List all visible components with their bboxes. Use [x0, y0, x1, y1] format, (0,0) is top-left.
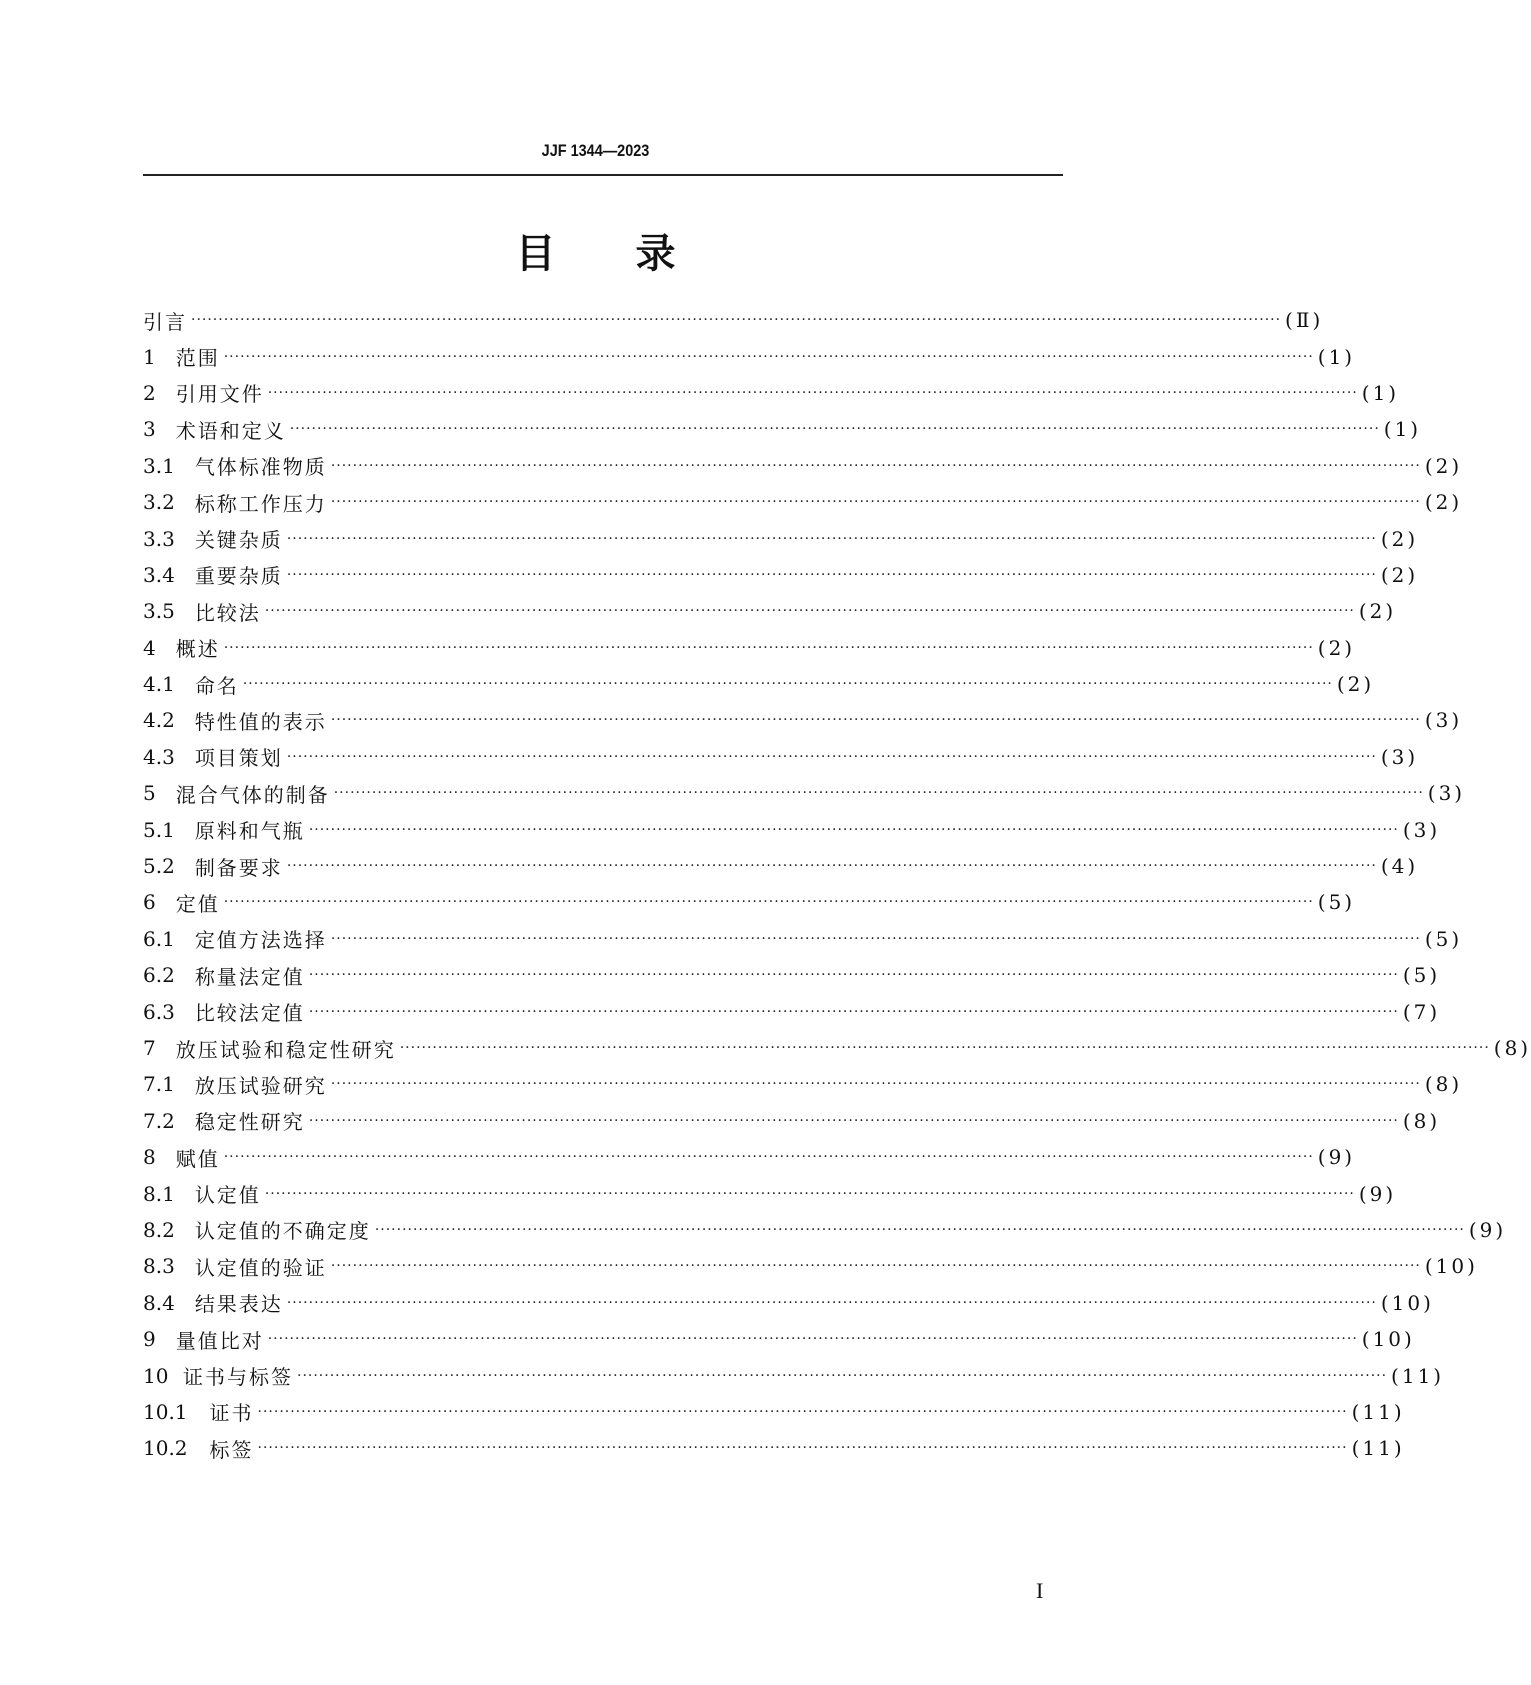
toc-number: 4.1: [143, 672, 175, 697]
toc-page: (10): [1424, 1254, 1478, 1279]
toc-page: (11): [1351, 1436, 1405, 1461]
toc-number: 5.2: [143, 854, 175, 879]
dot-leader: ········································································································································································································: [330, 1076, 1421, 1093]
toc-number: 5.1: [143, 817, 175, 842]
toc-page: (2): [1424, 453, 1463, 478]
toc-page: (11): [1351, 1399, 1405, 1424]
toc-entry[interactable]: [143, 630, 1356, 666]
document-header: JJF 1344—2023: [541, 141, 650, 160]
dot-leader: ········································································································································································································: [330, 930, 1421, 947]
toc-entry[interactable]: [143, 448, 1463, 484]
dot-leader: ········································································································································································································: [286, 530, 1377, 547]
dot-leader: ········································································································································································································: [286, 858, 1377, 875]
toc-number: 3.3: [143, 526, 175, 551]
toc-page: (5): [1424, 926, 1463, 951]
toc-entry[interactable]: [143, 1394, 1405, 1430]
toc-entry[interactable]: [143, 1321, 1415, 1357]
toc-label: 证书: [209, 1401, 254, 1426]
dot-leader: ········································································································································································································: [308, 967, 1399, 984]
toc-entry[interactable]: [143, 702, 1463, 738]
toc-label: 结果表达: [194, 1292, 283, 1317]
toc-label: 定值: [175, 891, 220, 916]
toc-label: 称量法定值: [194, 964, 305, 989]
toc-entry[interactable]: [143, 848, 1419, 884]
toc-page: (3): [1380, 744, 1419, 769]
toc-entry[interactable]: [143, 520, 1419, 556]
toc-page: (1): [1383, 417, 1422, 442]
toc-label: 放压试验和稳定性研究: [175, 1037, 396, 1062]
toc-number: 8: [143, 1145, 156, 1170]
page-number: I: [1036, 1578, 1044, 1603]
dot-leader: ········································································································································································································: [286, 1294, 1377, 1311]
toc-entry[interactable]: [143, 811, 1441, 847]
toc-entry[interactable]: [143, 884, 1356, 920]
toc-page: (2): [1380, 526, 1419, 551]
toc-number: 1: [143, 344, 156, 369]
toc-entry[interactable]: [143, 1212, 1507, 1248]
toc-entry[interactable]: [143, 484, 1463, 520]
toc-entry[interactable]: [143, 1175, 1397, 1211]
toc-entry[interactable]: [143, 1103, 1441, 1139]
toc-entry[interactable]: [143, 1139, 1356, 1175]
toc-number: 3.4: [143, 562, 175, 587]
toc-label: 放压试验研究: [194, 1073, 327, 1098]
toc-page: (5): [1317, 890, 1356, 915]
dot-leader: ········································································································································································································: [264, 1185, 1355, 1202]
toc-label: 范围: [175, 346, 220, 371]
toc-page: (1): [1317, 344, 1356, 369]
dot-leader: ········································································································································································································: [264, 603, 1355, 620]
toc-number: 10.1: [143, 1399, 188, 1424]
dot-leader: ········································································································································································································: [267, 1331, 1358, 1348]
toc-page: (2): [1424, 490, 1463, 515]
header-rule: [143, 174, 1063, 176]
table-of-contents: [143, 302, 1531, 1467]
toc-label: 认定值: [194, 1183, 261, 1208]
toc-page: (9): [1358, 1181, 1397, 1206]
dot-leader: ········································································································································································································: [223, 348, 1314, 365]
dot-leader: ········································································································································································································: [308, 821, 1399, 838]
dot-leader: ········································································································································································································: [330, 1258, 1421, 1275]
toc-number: 7.2: [143, 1108, 175, 1133]
dot-leader: ········································································································································································································: [308, 1003, 1399, 1020]
toc-label: 引用文件: [175, 382, 264, 407]
dot-leader: ········································································································································································································: [257, 1440, 1348, 1457]
toc-number: 8.3: [143, 1254, 175, 1279]
toc-label: 概述: [175, 637, 220, 662]
toc-entry[interactable]: [143, 411, 1422, 447]
toc-label: 关键杂质: [194, 528, 283, 553]
toc-number: 4: [143, 635, 156, 660]
dot-leader: ········································································································································································································: [191, 312, 1282, 329]
toc-page: (9): [1317, 1145, 1356, 1170]
toc-label: 命名: [194, 673, 239, 698]
dot-leader: ········································································································································································································: [242, 676, 1333, 693]
toc-entry[interactable]: [143, 1357, 1445, 1393]
toc-entry[interactable]: [143, 557, 1419, 593]
toc-label: 赋值: [175, 1146, 220, 1171]
toc-label: 引言: [143, 309, 187, 334]
toc-number: 8.1: [143, 1181, 175, 1206]
toc-label: 认定值的不确定度: [194, 1219, 371, 1244]
toc-number: 3.5: [143, 599, 175, 624]
title-char: 目: [515, 231, 556, 277]
toc-entry[interactable]: [143, 1030, 1531, 1066]
toc-number: 8.2: [143, 1217, 175, 1242]
dot-leader: ········································································································································································································: [297, 1367, 1388, 1384]
toc-label: 气体标准物质: [194, 455, 327, 480]
toc-page: (8): [1402, 1108, 1441, 1133]
toc-number: 3.1: [143, 453, 175, 478]
dot-leader: ········································································································································································································: [286, 566, 1377, 583]
toc-page: (8): [1424, 1072, 1463, 1097]
toc-number: 7.1: [143, 1072, 175, 1097]
toc-number: 9: [143, 1327, 156, 1352]
toc-page: (10): [1361, 1327, 1415, 1352]
toc-page: (4): [1380, 854, 1419, 879]
dot-leader: ········································································································································································································: [257, 1403, 1348, 1420]
page-title: [0, 222, 1191, 279]
toc-label: 重要杂质: [194, 564, 283, 589]
dot-leader: ········································································································································································································: [223, 1149, 1314, 1166]
toc-number: 3.2: [143, 490, 175, 515]
toc-entry[interactable]: [143, 993, 1441, 1029]
toc-entry[interactable]: [143, 338, 1356, 374]
toc-entry[interactable]: [143, 921, 1463, 957]
toc-number: 4.3: [143, 744, 175, 769]
toc-entry[interactable]: [143, 375, 1400, 411]
dot-leader: ········································································································································································································: [223, 894, 1314, 911]
toc-label: 原料和气瓶: [194, 819, 305, 844]
toc-page: (11): [1391, 1363, 1445, 1388]
toc-number: 2: [143, 380, 156, 405]
toc-page: (8): [1493, 1036, 1531, 1060]
toc-number: 8.4: [143, 1290, 175, 1315]
toc-page: (10): [1380, 1290, 1434, 1315]
toc-number: 4.2: [143, 708, 175, 733]
toc-page: (5): [1402, 963, 1441, 988]
toc-entry[interactable]: [143, 302, 1324, 338]
toc-label: 比较法定值: [194, 1001, 305, 1026]
toc-number: 10: [143, 1363, 169, 1388]
toc-label: 混合气体的制备: [175, 782, 330, 807]
toc-entry[interactable]: [143, 666, 1375, 702]
toc-number: 3: [143, 417, 156, 442]
toc-number: 10.2: [143, 1436, 188, 1461]
dot-leader: ········································································································································································································: [333, 785, 1424, 802]
toc-entry[interactable]: [143, 1285, 1434, 1321]
title-char: 录: [635, 231, 676, 277]
toc-number: 6.2: [143, 963, 175, 988]
toc-page: (3): [1402, 817, 1441, 842]
toc-page: (9): [1468, 1217, 1507, 1242]
toc-page: (2): [1380, 562, 1419, 587]
dot-leader: ········································································································································································································: [289, 421, 1380, 438]
dot-leader: ········································································································································································································: [330, 457, 1421, 474]
dot-leader: ········································································································································································································: [330, 712, 1421, 729]
toc-number: 6: [143, 890, 156, 915]
dot-leader: ········································································································································································································: [399, 1040, 1490, 1056]
toc-page: (Ⅱ): [1285, 308, 1324, 333]
toc-label: 制备要求: [194, 855, 283, 880]
toc-label: 标称工作压力: [194, 491, 327, 516]
dot-leader: ········································································································································································································: [223, 639, 1314, 656]
toc-label: 稳定性研究: [194, 1110, 305, 1135]
toc-page: (7): [1402, 999, 1441, 1024]
dot-leader: ········································································································································································································: [308, 1112, 1399, 1129]
toc-label: 标签: [209, 1437, 254, 1462]
toc-number: 6.1: [143, 926, 175, 951]
toc-entry[interactable]: [143, 775, 1466, 811]
toc-page: (1): [1361, 380, 1400, 405]
dot-leader: ········································································································································································································: [374, 1221, 1465, 1238]
toc-entry[interactable]: [143, 739, 1419, 775]
toc-label: 证书与标签: [183, 1365, 293, 1390]
toc-label: 认定值的验证: [194, 1255, 327, 1280]
toc-entry[interactable]: [143, 1066, 1463, 1102]
dot-leader: ········································································································································································································: [330, 494, 1421, 511]
toc-entry[interactable]: [143, 957, 1441, 993]
toc-label: 比较法: [194, 600, 261, 625]
toc-number: 6.3: [143, 999, 175, 1024]
toc-label: 术语和定义: [175, 418, 286, 443]
toc-label: 定值方法选择: [194, 928, 327, 953]
dot-leader: ········································································································································································································: [286, 748, 1377, 765]
toc-number: 5: [143, 781, 156, 806]
toc-entry[interactable]: [143, 1430, 1405, 1466]
toc-page: (2): [1358, 599, 1397, 624]
toc-entry[interactable]: [143, 593, 1397, 629]
toc-page: (2): [1336, 672, 1375, 697]
dot-leader: ········································································································································································································: [267, 384, 1358, 401]
toc-page: (3): [1424, 708, 1463, 733]
toc-number: 7: [143, 1036, 156, 1060]
toc-entry[interactable]: [143, 1248, 1478, 1284]
toc-page: (2): [1317, 635, 1356, 660]
toc-label: 特性值的表示: [194, 709, 327, 734]
toc-page: (3): [1427, 781, 1466, 806]
toc-label: 项目策划: [194, 746, 283, 771]
toc-label: 量值比对: [175, 1328, 264, 1353]
